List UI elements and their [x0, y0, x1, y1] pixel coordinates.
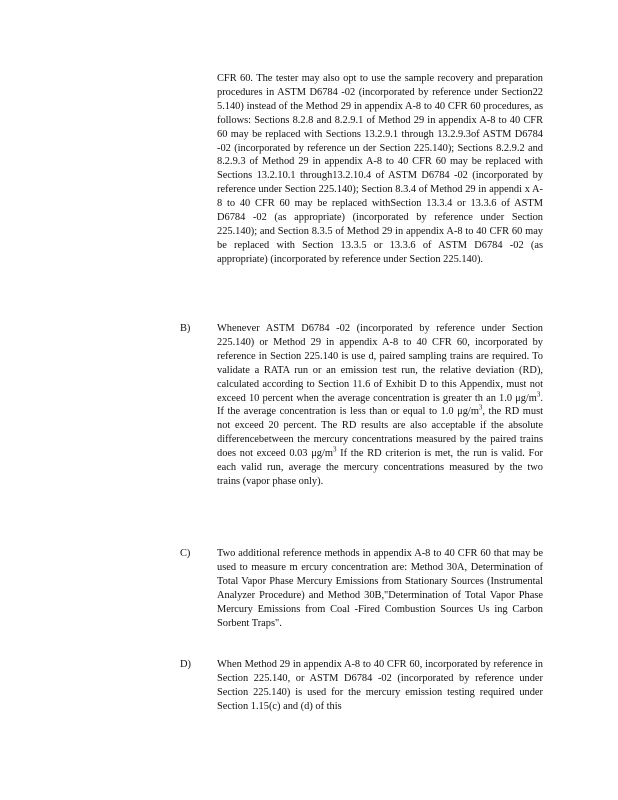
item-d-text: When Method 29 in appendix A-8 to 40 CFR 60, incorporated by reference in Section 225.140, or ASTM D6784 -02 (incorporated by reference under Section 225.140) is used for the mercury emission testing required under Section 1.15(c) and (d) of this: [217, 659, 543, 712]
item-c-paragraph: [217, 547, 543, 630]
item-b-paragraph: [217, 322, 543, 489]
item-label-c: C): [180, 548, 191, 559]
item-b-text: [217, 322, 543, 489]
superscript-3: 3: [536, 390, 541, 399]
superscript-3: 3: [478, 403, 483, 412]
item-c-text: Two additional reference methods in appendix A-8 to 40 CFR 60 that may be used to measure m ercury concentration are: Method 30A, Determination of Total Vapor Phase Mercury Emissions from Stationary Sources (Instrumental Analyzer Procedure) and Method 30B,"Determination of Total Vapor Phase Mercury Emissions from Coal -Fired Combustion Sources Us ing Carbon Sorbent Traps".: [217, 548, 543, 629]
continuation-text: CFR 60. The tester may also opt to use the sample recovery and preparation procedures in ASTM D6784 -02 (incorporated by reference under Section22 5.140) instead of the Method 29 in appendix A-8 to 40 CFR 60 procedures, as follows: Sections 8.2.8 and 8.2.9.1 of Method 29 in appendix A-8 to 40 CFR 60 may be replaced with Sections 13.2.9.1 through 13.2.9.3of ASTM D6784 -02 (incorporated by reference un der Section 225.140); Sections 8.2.9.2 and 8.2.9.3 of Method 29 in appendix A-8 to 40 CFR 60 may be replaced with Sections 13.2.10.1 through13.2.10.4 of ASTM D6784 -02 (incorporated by reference under Section 225.140); Section 8.3.4 of Method 29 in appendi x A-8 to 40 CFR 60 may be replaced withSection 13.3.4 or 13.3.6 of ASTM D6784 -02 (as appropriate) (incorporated by reference under Section 225.140); and Section 8.3.5 of Method 29 in appendix A-8 to 40 CFR 60 may be replaced with Section 13.3.5 or 13.3.6 of ASTM D6784 -02 (as appropriate) (incorporated by reference under Section 225.140).: [217, 73, 543, 265]
item-label-b: B): [180, 323, 191, 334]
item-b-text-part-4: If the RD criterion is met, the run is valid. For each valid run, average the mercury concentrations measured by the two trains (vapor phase only).: [217, 448, 543, 487]
item-b-text-part-2: . If the average concentration is less than or equal to 1.0 μg/m: [217, 392, 543, 418]
item-label-d: D): [180, 659, 191, 670]
continuation-paragraph: [217, 72, 543, 267]
item-b-text-part-3: , the RD must not exceed 20 percent. The RD results are also acceptable if the absolute differencebetween the mercury concentrations measured by the paired trains does not exceed 0.03 μg/m: [217, 406, 543, 460]
item-d-paragraph: [217, 658, 543, 714]
superscript-3: 3: [332, 445, 337, 454]
item-b-text-part-1: Whenever ASTM D6784 -02 (incorporated by reference under Section 225.140) or Method 29 in appendix A-8 to 40 CFR 60, incorporated by reference in Section 225.140 is use d, paired sampling trains are required. To validate a RATA run or an emission test run, the relative deviation (RD), calculated according to Section 11.6 of Exhibit D to this Appendix, must not exceed 10 percent when the average concentration is greater th an 1.0 μg/m: [217, 323, 543, 404]
